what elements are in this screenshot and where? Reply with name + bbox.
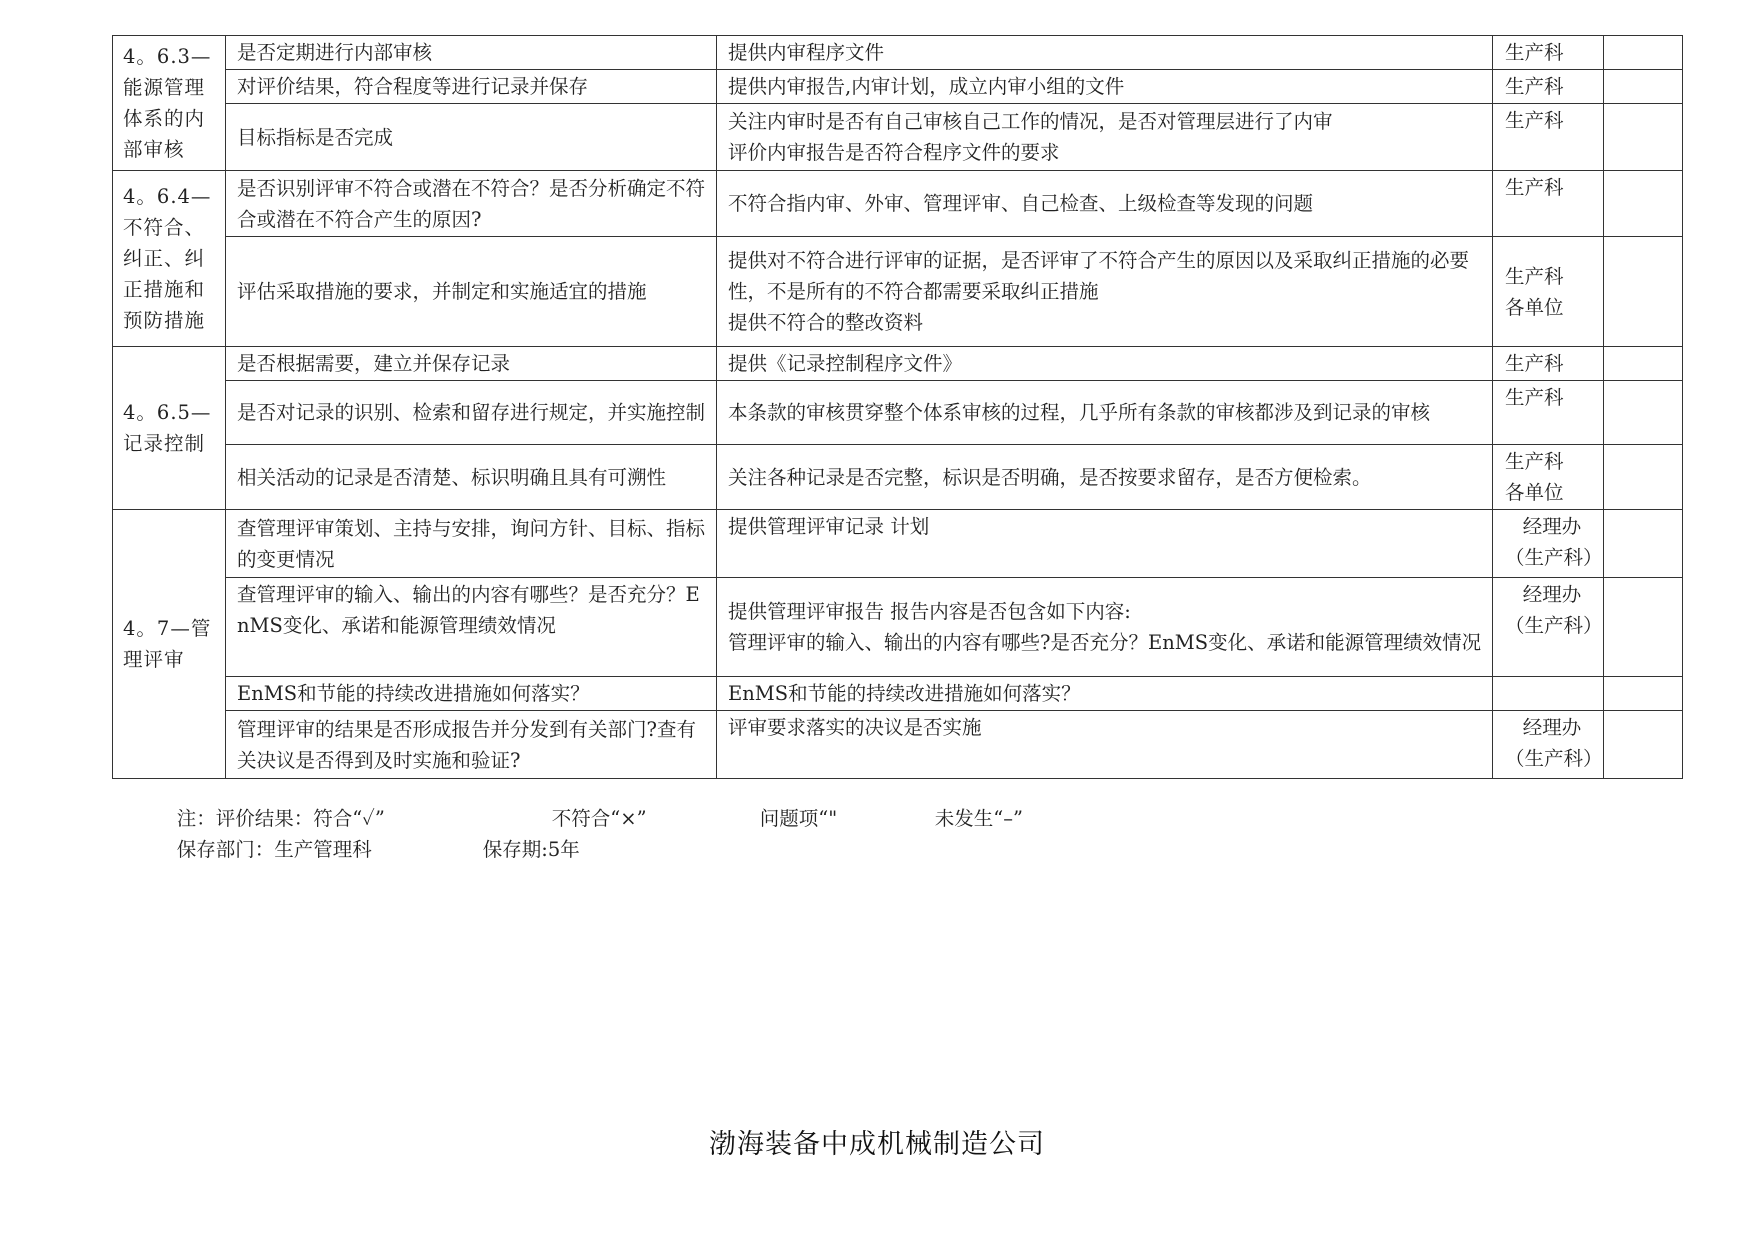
legend-fail: 不符合“×”: [551, 807, 647, 830]
audit-method-cell: 提供内审程序文件: [717, 36, 1493, 70]
table-row: [113, 104, 1683, 171]
audit-item-cell: 查管理评审的输入、输出的内容有哪些？是否充分？EnMS变化、承诺和能源管理绩效情况: [226, 578, 717, 677]
audit-method-cell: 提供内审报告,内审计划，成立内审小组的文件: [717, 70, 1493, 104]
table-row: [113, 171, 1683, 237]
department-cell: 生产科: [1493, 347, 1604, 381]
department-cell: 生产科: [1493, 70, 1604, 104]
table-row: [113, 578, 1683, 677]
evaluation-result-cell[interactable]: [1604, 381, 1683, 445]
clause-cell: 4。7—管理评审: [113, 510, 226, 779]
evaluation-result-cell[interactable]: [1604, 711, 1683, 779]
evaluation-result-cell[interactable]: [1604, 70, 1683, 104]
evaluation-result-cell[interactable]: [1604, 237, 1683, 347]
legend-not-occurred: 未发生“–”: [934, 807, 1023, 830]
department-cell: 经理办 （生产科）: [1493, 510, 1604, 578]
audit-item-cell: 是否定期进行内部审核: [226, 36, 717, 70]
department-cell: 经理办 （生产科）: [1493, 711, 1604, 779]
audit-item-cell: 管理评审的结果是否形成报告并分发到有关部门?查有关决议是否得到及时实施和验证?: [226, 711, 717, 779]
company-name-footer: 渤海装备中成机械制造公司: [709, 1129, 1045, 1160]
evaluation-result-cell[interactable]: [1604, 36, 1683, 70]
department-cell: 生产科 各单位: [1493, 445, 1604, 510]
retention-period: 保存期:5年: [482, 838, 580, 861]
table-row: [113, 347, 1683, 381]
department-cell: 生产科: [1493, 381, 1604, 445]
retention-department: 保存部门：生产管理科: [176, 838, 372, 861]
audit-method-cell: 提供管理评审记录 计划: [717, 510, 1493, 578]
table-row: [113, 70, 1683, 104]
audit-item-cell: 查管理评审策划、主持与安排，询问方针、目标、指标的变更情况: [226, 510, 717, 578]
audit-item-cell: 评估采取措施的要求，并制定和实施适宜的措施: [226, 237, 717, 347]
audit-item-cell: 是否对记录的识别、检索和留存进行规定，并实施控制: [226, 381, 717, 445]
audit-method-cell: 关注内审时是否有自己审核自己工作的情况，是否对管理层进行了内审 评价内审报告是否符合程序文件的要求: [717, 104, 1493, 171]
evaluation-result-cell[interactable]: [1604, 677, 1683, 711]
department-cell: 生产科 各单位: [1493, 237, 1604, 347]
audit-item-cell: 对评价结果，符合程度等进行记录并保存: [226, 70, 717, 104]
audit-checklist-table: [112, 35, 1683, 779]
evaluation-result-cell[interactable]: [1604, 104, 1683, 171]
clause-cell: 4。6.3—能源管理体系的内部审核: [113, 36, 226, 171]
audit-method-cell: 不符合指内审、外审、管理评审、自己检查、上级检查等发现的问题: [717, 171, 1493, 237]
audit-method-cell: 提供对不符合进行评审的证据，是否评审了不符合产生的原因以及采取纠正措施的必要性，不是所有的不符合都需要采取纠正措施 提供不符合的整改资料: [717, 237, 1493, 347]
audit-item-cell: 是否根据需要，建立并保存记录: [226, 347, 717, 381]
department-cell: 生产科: [1493, 171, 1604, 237]
evaluation-result-cell[interactable]: [1604, 445, 1683, 510]
clause-cell: 4。6.5—记录控制: [113, 347, 226, 510]
audit-method-cell: EnMS和节能的持续改进措施如何落实？: [717, 677, 1493, 711]
audit-item-cell: EnMS和节能的持续改进措施如何落实？: [226, 677, 717, 711]
department-cell: 经理办 （生产科）: [1493, 578, 1604, 677]
table-row: [113, 445, 1683, 510]
evaluation-result-cell[interactable]: [1604, 171, 1683, 237]
evaluation-result-cell[interactable]: [1604, 578, 1683, 677]
table-row: [113, 237, 1683, 347]
audit-method-cell: 提供管理评审报告 报告内容是否包含如下内容: 管理评审的输入、输出的内容有哪些?是否充分？EnMS变化、承诺和能源管理绩效情况: [717, 578, 1493, 677]
table-row: [113, 677, 1683, 711]
department-cell: 生产科: [1493, 36, 1604, 70]
legend-issue: 问题项“": [759, 807, 838, 830]
audit-method-cell: 提供《记录控制程序文件》: [717, 347, 1493, 381]
audit-item-cell: 相关活动的记录是否清楚、标识明确且具有可溯性: [226, 445, 717, 510]
department-cell: [1493, 677, 1604, 711]
audit-method-cell: 关注各种记录是否完整，标识是否明确，是否按要求留存，是否方便检索。: [717, 445, 1493, 510]
table-row: [113, 381, 1683, 445]
audit-item-cell: 目标指标是否完成: [226, 104, 717, 171]
evaluation-result-cell[interactable]: [1604, 510, 1683, 578]
clause-cell: 4。6.4—不符合、纠正、纠正措施和预防措施: [113, 171, 226, 347]
evaluation-result-cell[interactable]: [1604, 347, 1683, 381]
audit-item-cell: 是否识别评审不符合或潜在不符合？是否分析确定不符合或潜在不符合产生的原因?: [226, 171, 717, 237]
table-row: [113, 36, 1683, 70]
audit-method-cell: 评审要求落实的决议是否实施: [717, 711, 1493, 779]
audit-method-cell: 本条款的审核贯穿整个体系审核的过程，几乎所有条款的审核都涉及到记录的审核: [717, 381, 1493, 445]
department-cell: 生产科: [1493, 104, 1604, 171]
table-row: [113, 510, 1683, 578]
table-row: [113, 711, 1683, 779]
retention-note: [152, 803, 580, 896]
legend-pass: 注：评价结果：符合“✓”: [176, 807, 385, 830]
